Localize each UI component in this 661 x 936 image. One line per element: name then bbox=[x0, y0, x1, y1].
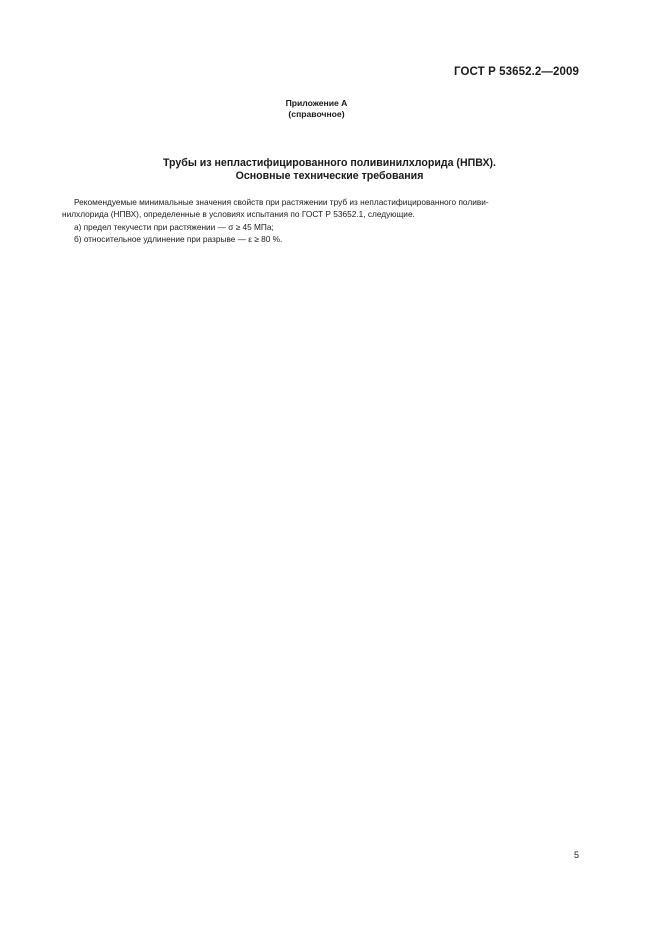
paragraph-line-1: Рекомендуемые минимальные значения свойств при растяжении труб из непластифицированного поливи- bbox=[74, 197, 489, 207]
section-title bbox=[0, 157, 661, 182]
list-item-b: б) относительное удлинение при разрыве — ε ≥ 80 %. bbox=[74, 234, 283, 245]
appendix-type: (справочное) bbox=[288, 109, 345, 119]
section-title-line-2: Основные технические требования bbox=[235, 169, 424, 182]
paragraph-line-2: нилхлорида (НПВХ), определенные в условиях испытания по ГОСТ Р 53652.1, следующие. bbox=[62, 209, 415, 220]
appendix-label: Приложение А bbox=[285, 98, 348, 108]
body-text bbox=[62, 196, 582, 246]
page-number: 5 bbox=[573, 850, 579, 860]
document-code: ГОСТ Р 53652.2—2009 bbox=[454, 66, 579, 78]
list-item-a: а) предел текучести при растяжении — σ ≥ 45 МПа; bbox=[74, 221, 274, 232]
section-title-line-1: Трубы из непластифицированного поливинилхлорида (НПВХ). bbox=[162, 157, 496, 169]
appendix-heading bbox=[0, 98, 661, 120]
